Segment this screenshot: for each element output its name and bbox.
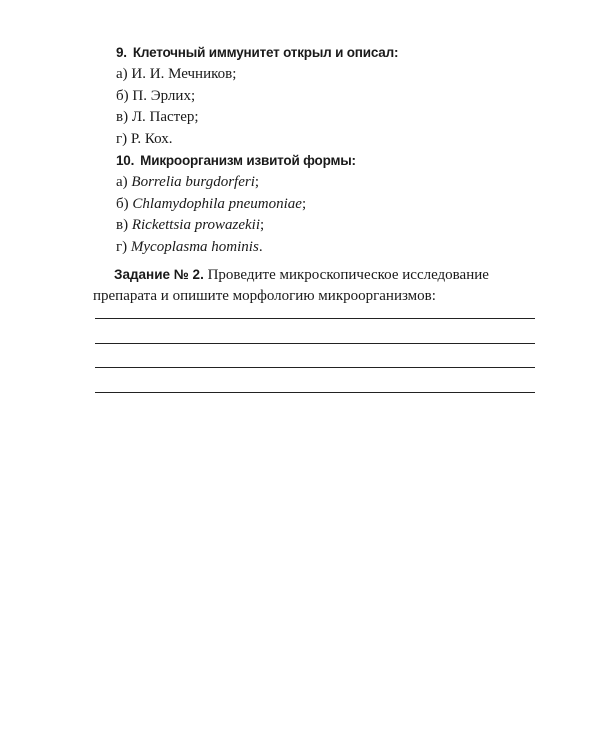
option-punct: ; bbox=[260, 217, 265, 233]
option-a bbox=[116, 64, 546, 86]
organism-name: Rickettsia prowazekii bbox=[131, 217, 260, 233]
option-text: И. И. Мечников; bbox=[131, 66, 237, 82]
option-d bbox=[116, 129, 546, 151]
question-10-number: 10. bbox=[116, 153, 135, 168]
question-9-text: Клеточный иммунитет открыл и описал: bbox=[132, 45, 399, 60]
option-letter: в) bbox=[116, 109, 129, 125]
option-a bbox=[116, 172, 546, 194]
question-9-options bbox=[116, 64, 546, 150]
option-c bbox=[116, 107, 546, 129]
organism-name: Chlamydophila pneumoniae bbox=[132, 195, 302, 212]
organism-name: Borrelia burgdorferi bbox=[131, 174, 255, 190]
option-punct: ; bbox=[301, 195, 307, 212]
task-2-text bbox=[93, 264, 543, 307]
option-c bbox=[116, 215, 546, 237]
option-letter: б) bbox=[116, 87, 129, 104]
option-punct: ; bbox=[254, 174, 260, 190]
option-text: П. Эрлих; bbox=[132, 87, 196, 104]
task-2 bbox=[93, 264, 543, 307]
option-d bbox=[116, 237, 546, 259]
answer-line[interactable] bbox=[95, 392, 535, 393]
task-2-label: Задание № 2. bbox=[114, 267, 204, 282]
question-9-title bbox=[116, 42, 546, 64]
option-text: Л. Пастер; bbox=[131, 109, 199, 125]
option-letter: а) bbox=[116, 174, 128, 190]
option-letter: б) bbox=[116, 195, 129, 212]
question-10-options bbox=[116, 172, 546, 258]
option-letter: а) bbox=[116, 66, 128, 82]
organism-name: Mycoplasma hominis bbox=[130, 238, 259, 255]
question-10 bbox=[116, 150, 546, 258]
answer-line[interactable] bbox=[95, 318, 535, 319]
answer-line[interactable] bbox=[95, 367, 535, 368]
task-2-instruction: Проведите микроскопическое исследование препарата и опишите морфологию микроорганизмов: bbox=[93, 267, 489, 304]
answer-line[interactable] bbox=[95, 343, 535, 344]
option-b bbox=[116, 86, 546, 108]
option-letter: г) bbox=[116, 238, 128, 255]
option-letter: г) bbox=[116, 130, 128, 147]
option-punct: . bbox=[258, 238, 263, 255]
question-9 bbox=[116, 42, 546, 150]
option-text: Р. Кох. bbox=[130, 130, 173, 147]
question-10-title bbox=[116, 150, 546, 172]
question-9-number: 9. bbox=[116, 45, 127, 60]
option-b bbox=[116, 194, 546, 216]
option-letter: в) bbox=[116, 217, 129, 233]
answer-lines bbox=[95, 318, 535, 416]
question-10-text: Микроорганизм извитой формы: bbox=[140, 153, 356, 168]
